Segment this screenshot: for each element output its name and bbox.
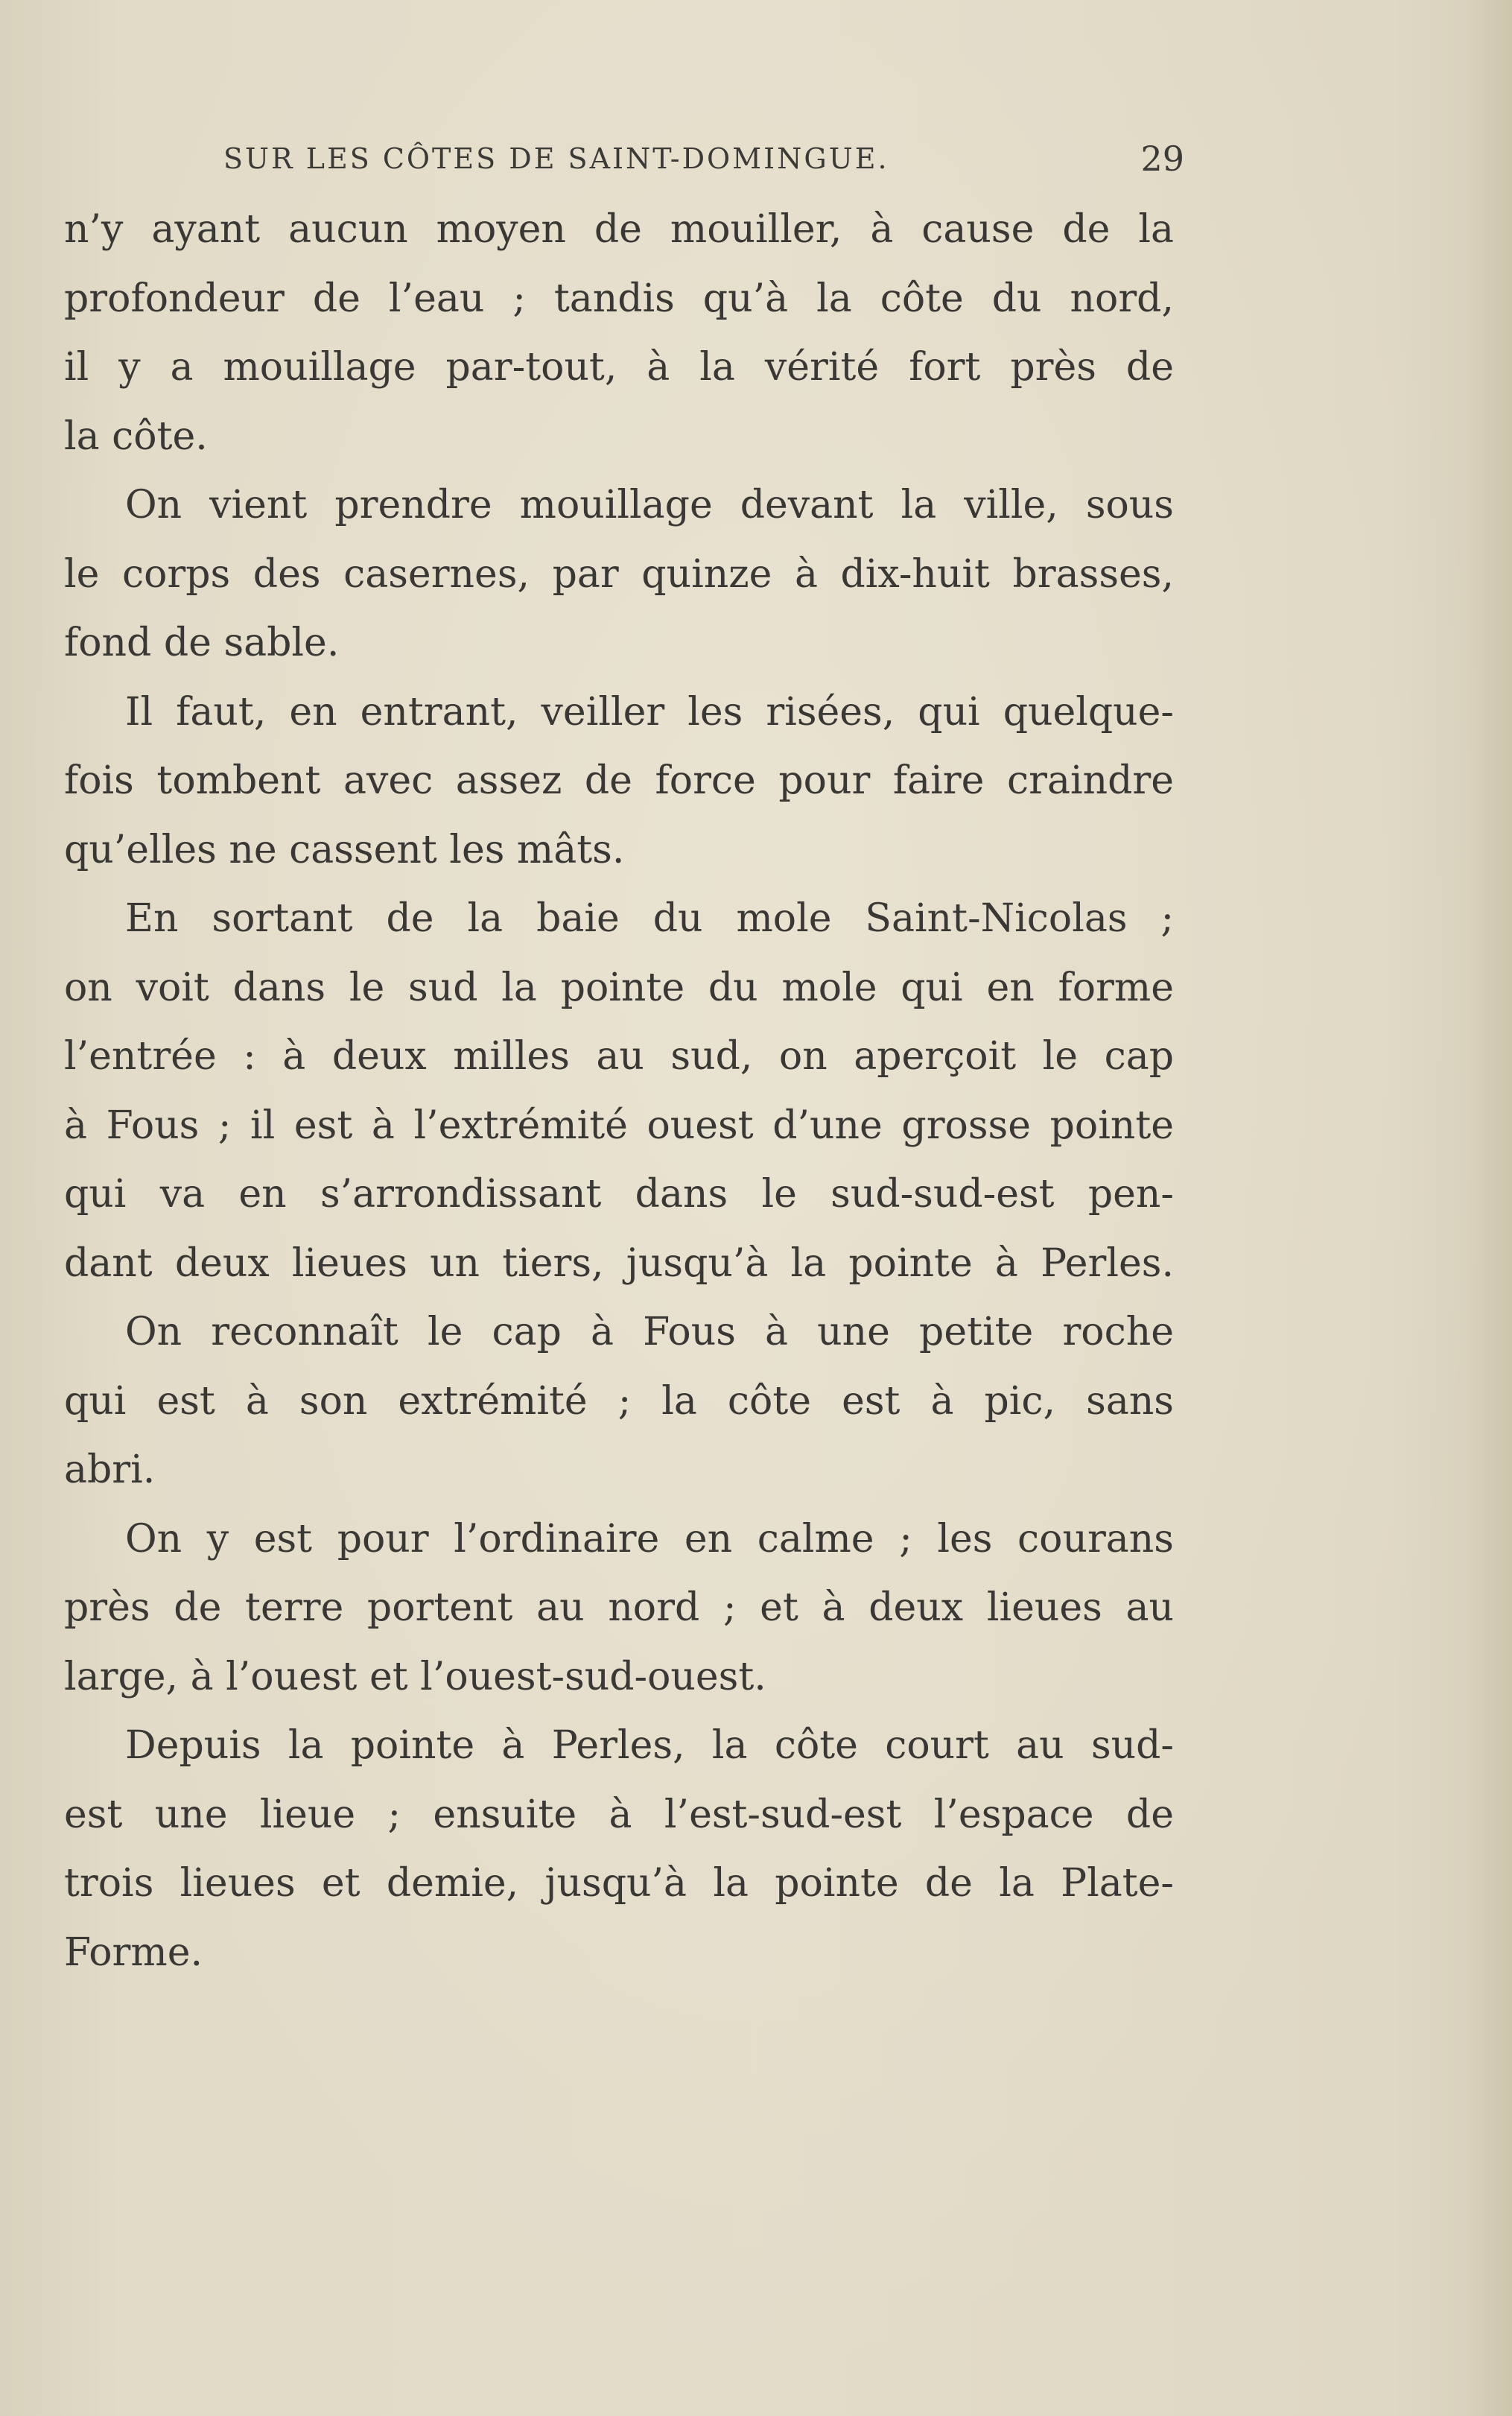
body-text	[64, 195, 1174, 1987]
text-line: profondeur de l’eau ; tandis qu’à la côte du nord,	[64, 276, 1174, 321]
text-line: fois tombent avec assez de force pour faire craindre	[64, 758, 1174, 803]
text-line: la côte.	[64, 413, 208, 459]
text-line: près de terre portent au nord ; et à deux lieues au	[64, 1585, 1174, 1630]
text-line: large, à l’ouest et l’ouest-sud-ouest.	[64, 1654, 766, 1699]
text-line: En sortant de la baie du mole Saint-Nicolas ;	[125, 896, 1174, 941]
text-line: Il faut, en entrant, veiller les risées, qui quelque-	[125, 689, 1174, 735]
paragraph	[64, 195, 1174, 471]
paragraph	[64, 884, 1174, 1298]
text-line: abri.	[64, 1448, 156, 1492]
text-line: Forme.	[64, 1930, 203, 1975]
paragraph	[64, 1298, 1174, 1505]
text-line: le corps des casernes, par quinze à dix-huit brasses,	[64, 551, 1174, 597]
text-line: On reconnaît le cap à Fous à une petite roche	[125, 1310, 1174, 1354]
paragraph	[64, 471, 1174, 678]
running-title: SUR LES CÔTES DE SAINT-DOMINGUE.	[223, 142, 889, 175]
text-line: on voit dans le sud la pointe du mole qui en forme	[64, 965, 1174, 1010]
text-line: fond de sable.	[64, 621, 340, 665]
paragraph	[64, 678, 1174, 885]
text-line: n’y ayant aucun moyen de mouiller, à cause de la	[64, 207, 1174, 252]
text-line: est une lieue ; ensuite à l’est-sud-est l’espace de	[64, 1792, 1174, 1837]
running-head	[223, 133, 1184, 185]
paragraph	[64, 1711, 1174, 1987]
text-line: On y est pour l’ordinaire en calme ; les courans	[125, 1516, 1174, 1561]
text-line: qui va en s’arrondissant dans le sud-sud-est pen-	[64, 1172, 1174, 1217]
text-line: il y a mouillage par-tout, à la vérité fort près de	[64, 345, 1174, 390]
text-line: Depuis la pointe à Perles, la côte court au sud-	[125, 1723, 1174, 1768]
text-line: qui est à son extrémité ; la côte est à pic, sans	[64, 1378, 1174, 1424]
text-line: qu’elles ne cassent les mâts.	[64, 827, 625, 872]
text-line: à Fous ; il est à l’extrémité ouest d’une grosse pointe	[64, 1103, 1174, 1148]
text-line: dant deux lieues un tiers, jusqu’à la pointe à Perles.	[64, 1240, 1174, 1286]
text-line: On vient prendre mouillage devant la ville, sous	[125, 483, 1174, 527]
page-edge-shadow	[1467, 0, 1512, 2416]
text-line: l’entrée : à deux milles au sud, on aperçoit le cap	[64, 1034, 1174, 1079]
paragraph	[64, 1505, 1174, 1712]
page-number: 29	[1140, 139, 1184, 179]
text-line: trois lieues et demie, jusqu’à la pointe de la Plate-	[64, 1861, 1174, 1906]
